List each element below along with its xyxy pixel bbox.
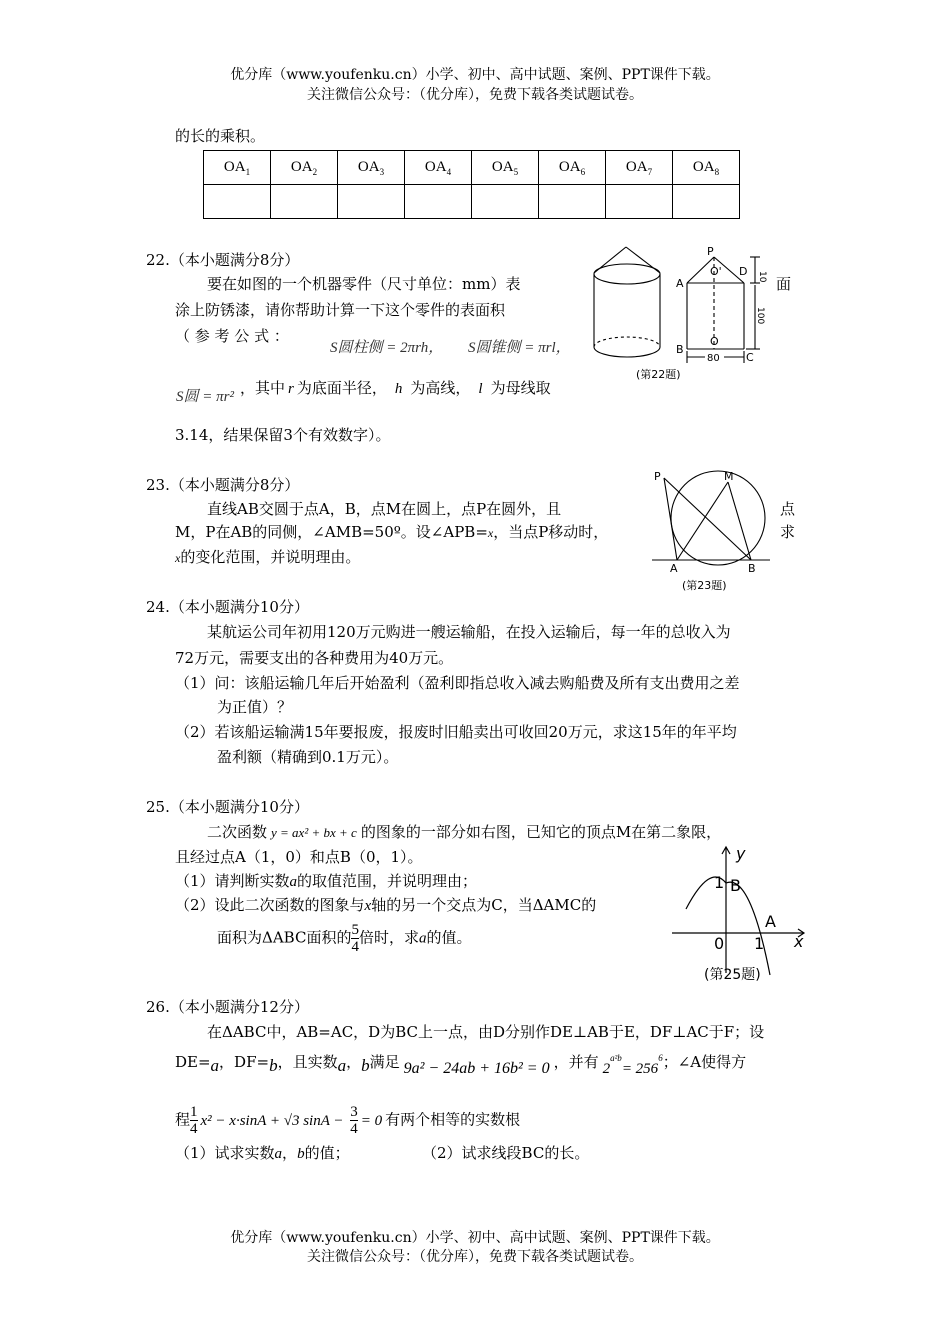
q23-line2: M，P在AB的同侧，∠AMB=50º。设∠APB=x，当点P移动时， [175,523,609,541]
q23-figure [650,468,775,596]
oa-table-answer-row [204,185,740,219]
q22-formula-cone: S圆锥侧 = πrl， [468,340,571,356]
q25-label-a: A [765,912,776,931]
q24-line2: 72万元，需要支出的各种费用为40万元。 [175,649,454,667]
q25-label-1x: 1 [754,934,765,953]
q22-line2: 涂上防锈漆，请你帮助计算一下这个零件的表面积 [175,301,506,319]
q23-line1: 直线AB交圆于点A，B，点M在圆上，点P在圆外，且 [207,500,562,518]
q22-formula-cylinder: S圆柱侧 = 2πrh， [330,340,444,356]
footer-line-2: 关注微信公众号：（优分库），免费下载各类试题试卷。 [307,1249,643,1265]
q22-figure [588,245,767,385]
q25-line2: 且经过点A（1，0）和点B（0，1）。 [175,848,423,866]
q23-circle [671,471,765,565]
q23-line3: x的变化范围，并说明理由。 [175,548,361,566]
q25-item2: （2）设此二次函数的图象与x轴的另一个交点为C，当ΔAMC的 [175,896,597,914]
oa-header-cell: $OA_1$ [204,151,271,185]
oa-answer-cell[interactable] [338,185,405,219]
header-line-1: 优分库（www.youfenku.cn）小学、初中、高中试题、案例、PPT课件下载。 [230,67,720,83]
q25-label-b: B [730,876,741,895]
oa-answer-cell[interactable] [204,185,271,219]
oa-table [203,150,740,219]
label-p: P [707,245,714,258]
oa-answer-cell[interactable] [539,185,606,219]
q22-line5: 3.14，结果保留3个有效数字）。 [175,426,391,444]
q25-line1: 二次函数 y = ax² + bx + c 的图象的一部分如右图，已知它的顶点M在第二象限， [207,823,722,841]
q26-item2: （2）试求线段BC的长。 [422,1144,590,1162]
label-dim-10: 10 [757,271,767,283]
label-a: A [676,277,684,290]
oa-header-cell: $OA_5$ [472,151,539,185]
cone-cylinder-drawing [594,247,660,357]
q25-label-1y: 1 [714,873,725,892]
q26-line1: 在ΔABC中，AB=AC，D为BC上一点，由D分别作DE⊥AB于E，DF⊥AC于F；设 [207,1023,765,1041]
q25-label-y: y [736,844,746,863]
q24-item1-a: （1）问：该船运输几年后开始盈利（盈利即指总收入减去购船费及所有支出费用之差 [175,674,740,692]
q25-fraction: $\frac{5}{4}$ [351,922,359,955]
q24-item2-b: 盈利额（精确到0.1万元）。 [217,748,399,766]
label-o: O [710,335,719,348]
oa-answer-cell[interactable] [606,185,673,219]
label-d: D [739,265,748,278]
q25-figure [670,843,810,988]
q22-title: 22.（本小题满分8分） [146,251,300,269]
oa-answer-cell[interactable] [673,185,740,219]
q22-line1: 要在如图的一个机器零件（尺寸单位：mm）表 [207,275,521,293]
oa-header-cell: $OA_6$ [539,151,606,185]
q23-title: 23.（本小题满分8分） [146,476,300,494]
label-dim-80: 80 [707,353,720,364]
q22-line1-tail: 面 [776,275,792,293]
oa-header-cell: $OA_2$ [271,151,338,185]
q24-title: 24.（本小题满分10分） [146,598,309,616]
q26-title: 26.（本小题满分12分） [146,998,309,1016]
label-dim-100: 100 [755,307,765,325]
label-c: C [746,351,754,364]
q25-caption: (第25题) [704,967,761,983]
label-o-prime: O' [710,265,722,278]
q26-fraction-1: $\frac{1}{4}$ [190,1104,198,1137]
q26-fraction-2: $\frac{3}{4}$ [350,1104,358,1137]
q24-item2-a: （2）若该船运输满15年要报废，报废时旧船卖出可收回20万元，求这15年的年平均 [175,723,737,741]
q23-caption: (第23题) [682,579,727,592]
oa-answer-cell[interactable] [405,185,472,219]
oa-header-cell: $OA_3$ [338,151,405,185]
q26-item1: （1）试求实数a，b的值； [175,1144,350,1162]
q25-item2-line2: 面积为ΔABC面积的 $\frac{5}{4}$ 倍时，求a的值。 [217,922,472,955]
q25-item1: （1）请判断实数a的取值范围，并说明理由； [175,872,478,890]
q22-line4: ，其中 r 为底面半径， h 为高线， l 为母线取 [240,379,551,397]
oa-table-header-row [204,151,740,185]
q23-label-a: A [670,562,678,575]
q23-label-m: M [724,470,734,483]
q25-title: 25.（本小题满分10分） [146,798,309,816]
q22-formula-circle: S圆 = πr² [176,389,234,405]
q21-tail: 的长的乘积。 [175,127,266,145]
q23-label-p: P [654,470,661,483]
oa-header-cell: $OA_7$ [606,151,673,185]
q24-item1-b: 为正值）？ [217,698,293,716]
q26-line2: DE=a，DF=b，且实数a，b满足 9a² − 24ab + 16b² = 0 ，并有 $2^{a^2b}= 256^6$；∠A使得方 [175,1053,747,1077]
q25-label-0: 0 [714,934,725,953]
footer-line-1: 优分库（www.youfenku.cn）小学、初中、高中试题、案例、PPT课件下载。 [230,1230,720,1246]
front-view-drawing [687,257,760,363]
q23-line2-tail: 求 [780,523,796,541]
q26-line3: 程 $\frac{1}{4}$ x² − x·sinA + √3 sinA − $\frac{3}{4}$ = 0 有两个相等的实数根 [175,1104,521,1137]
q22-line3: （ 参 考 公 式 ： [175,327,289,345]
q25-parabola [686,877,770,975]
oa-answer-cell[interactable] [271,185,338,219]
q22-caption: (第22题) [636,368,681,381]
q23-line1-tail: 点 [780,500,796,518]
q25-label-x: x [794,932,804,951]
header-line-2: 关注微信公众号：（优分库），免费下载各类试题试卷。 [307,87,643,103]
label-b: B [676,343,684,356]
oa-answer-cell[interactable] [472,185,539,219]
q23-label-b: B [748,562,756,575]
oa-header-cell: $OA_8$ [673,151,740,185]
oa-header-cell: $OA_4$ [405,151,472,185]
q24-line1: 某航运公司年初用120万元购进一艘运输船，在投入运输后，每一年的总收入为 [207,623,731,641]
